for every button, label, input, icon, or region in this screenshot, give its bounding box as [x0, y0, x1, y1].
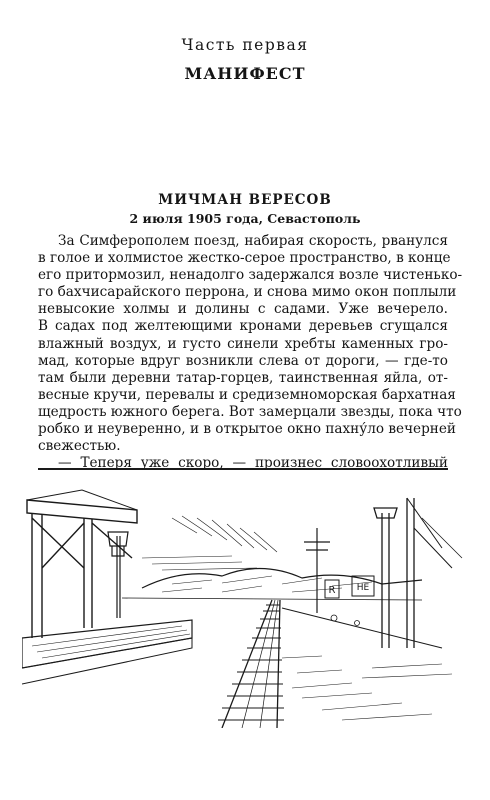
sign-left-letter: R [328, 585, 336, 596]
sign-right-letters: НЕ [356, 583, 370, 593]
small-object [331, 615, 337, 621]
text-line: в голое и холмистое жестко-серое пространство, в конце [38, 250, 451, 267]
text-line: В садах под желтеющими кронами деревьев сгущался [38, 318, 448, 335]
chapter-date: 2 июля 1905 года, Севастополь [129, 211, 361, 226]
small-object [355, 621, 360, 626]
text-line: весные кручи, перевалы и средиземноморская бархатная [38, 386, 456, 403]
text-line: там были деревни татар-горцев, таинственная яйла, от- [38, 369, 448, 386]
text-line: свежестью. [38, 438, 121, 455]
sky-hatching [142, 516, 277, 570]
body-text [38, 233, 463, 472]
text-line: го бахчисарайского перрона, и снова мимо окон поплыли [38, 284, 457, 301]
side-track [282, 608, 442, 648]
railway-sleepers [218, 605, 284, 720]
part-label: Часть первая [181, 36, 309, 54]
signal-post [374, 498, 462, 648]
hill-shading [162, 576, 372, 592]
platform [22, 620, 192, 684]
illustration-strokes [22, 490, 462, 728]
text-line: робко и неуверенно, и в открытое окно пахну́ло вечерней [38, 421, 456, 438]
horizon [122, 598, 422, 600]
text-line: щедрость южного берега. Вот замерцали звезды, пока что [38, 403, 462, 420]
text-line: влажный воздух, и густо синели хребты каменных гро- [38, 335, 448, 352]
telegraph-pole [304, 528, 330, 613]
text-line: За Симферополем поезд, набирая скорость, рванулся [58, 233, 448, 249]
book-title: МАНИФЕСТ [184, 64, 306, 83]
text-line: — Теперя уже скоро, — произнес словоохотливый [58, 455, 448, 472]
chapter-title: МИЧМАН ВЕРЕСОВ [158, 192, 332, 208]
horizontal-rule [38, 468, 448, 470]
hills [142, 568, 422, 588]
text-line: его притормозил, ненадолго задержался возле чистенько- [38, 267, 463, 284]
ground-texture [282, 656, 452, 720]
text-line: невысокие холмы и долины с садами. Уже вечерело. [38, 301, 448, 318]
text-line: мад, которые вдруг возникли слева от дороги, — где-то [38, 352, 448, 369]
railway-station-illustration [22, 488, 468, 728]
